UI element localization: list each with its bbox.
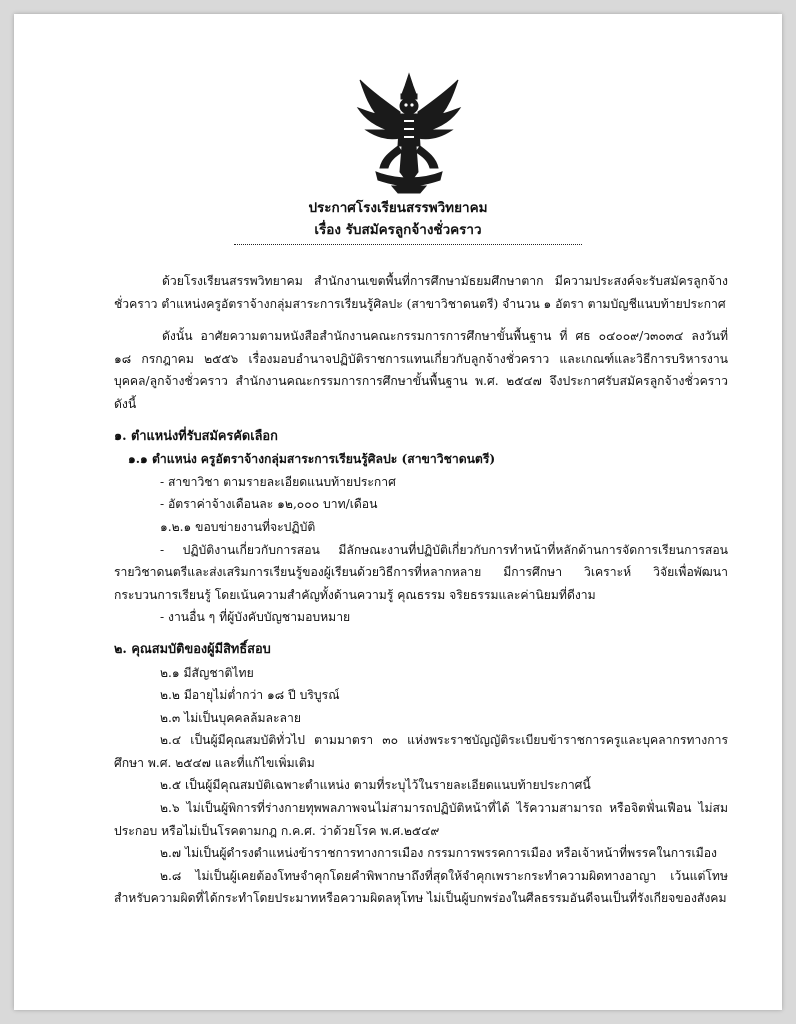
- section-1-item: - อัตราค่าจ้างเดือนละ ๑๒,๐๐๐ บาท/เดือน: [160, 497, 378, 512]
- qualification-item: ๒.๗ ไม่เป็นผู้ดำรงตำแหน่งข้าราชการทางการเมือง กรรมการพรรคการเมือง หรือเจ้าหน้าที่พรรคในการเมือง: [160, 846, 717, 861]
- qualification-item: ๒.๓ ไม่เป็นบุคคลล้มละลาย: [160, 710, 301, 725]
- qualification-item: ๒.๑ มีสัญชาติไทย: [160, 665, 254, 680]
- section-1-heading: ๑. ตำแหน่งที่รับสมัครคัดเลือก: [114, 428, 278, 444]
- position-name: ครูอัตราจ้างกลุ่มสาระการเรียนรู้ศิลปะ (สาขาวิชาดนตรี): [200, 452, 496, 467]
- announcement-subject: เรื่อง รับสมัครลูกจ้างชั่วคราว: [314, 222, 482, 238]
- document-body: [114, 270, 728, 910]
- position-line: [114, 448, 728, 471]
- qualification-item: ๒.๘ ไม่เป็นผู้เคยต้องโทษจำคุกโดยคำพิพากษาถึงที่สุดให้จำคุกเพราะกระทำความผิดทางอาญา เว้นแต่โทษ สำหรับความผิดที่ได้กระทำโดยประมาทหรือความผิดลหุโทษ ไม่เป็นผู้บกพร่องในศีลธรรมอันดีจนเป็นที่รังเกียจของสังคม: [114, 868, 728, 906]
- qualification-item: ๒.๖ ไม่เป็นผู้พิการที่ร่างกายทุพพลภาพจนไม่สามารถปฏิบัติหน้าที่ได้ ไร้ความสามารถ หรือจิตฟั่นเฟือน ไม่สมประกอบ หรือไม่เป็นโรคตามกฎ ก.ค.ศ. ว่าด้วยโรค พ.ศ.๒๕๔๙: [114, 801, 728, 838]
- announcement-title: ประกาศโรงเรียนสรรพวิทยาคม: [308, 200, 488, 216]
- qualification-item: ๒.๔ เป็นผู้มีคุณสมบัติทั่วไป ตามมาตรา ๓๐ แห่งพระราชบัญญัติระเบียบข้าราชการครูและบุคลากรทางการศึกษา พ.ศ. ๒๕๔๗ และที่แก้ไขเพิ่มเติม: [114, 733, 728, 770]
- intro-paragraph-2: ดังนั้น อาศัยความตามหนังสือสำนักงานคณะกรรมการการศึกษาขั้นพื้นฐาน ที่ ศธ ๐๔๐๐๙/ว๓๐๓๔ ลงวันที่ ๑๘ กรกฎาคม ๒๕๕๖ เรื่องมอบอำนาจปฏิบัติราชการแทนเกี่ยวกับลูกจ้างชั่วคราว และเกณฑ์และวิธีการบริหารงานบุคคล/ลูกจ้างชั่วคราว สำนักงานคณะกรรมการการศึกษาขั้นพื้นฐาน พ.ศ. ๒๕๔๗ จึงประกาศรับสมัครลูกจ้างชั่วคราว ดังนี้: [114, 329, 728, 411]
- qualification-item: ๒.๒ มีอายุไม่ต่ำกว่า ๑๘ ปี บริบูรณ์: [160, 688, 340, 703]
- section-1-item: - สาขาวิชา ตามรายละเอียดแนบท้ายประกาศ: [160, 474, 396, 489]
- duty-description: - ปฏิบัติงานเกี่ยวกับการสอน มีลักษณะงานที่ปฏิบัติเกี่ยวกับการทำหน้าที่หลักด้านการจัดการเรียนการสอนรายวิชาดนตรีและส่งเสริมการเรียนรู้ของผู้เรียนด้วยวิธีการที่หลากหลาย มีการศึกษา วิเคราะห์ วิจัยเพื่อพัฒนากระบวนการเรียนรู้ โดยเน้นความสำคัญทั้งด้านความรู้ คุณธรรม จริยธรรมและค่านิยมที่ดีงาม: [114, 542, 728, 602]
- garuda-emblem-icon: [356, 72, 462, 194]
- section-1-item: ๑.๒.๑ ขอบข่ายงานที่จะปฏิบัติ: [160, 519, 316, 534]
- document-page: [14, 14, 782, 1010]
- section-2-heading: ๒. คุณสมบัติของผู้มีสิทธิ์สอบ: [114, 641, 271, 657]
- intro-paragraph-1: ด้วยโรงเรียนสรรพวิทยาคม สำนักงานเขตพื้นที่การศึกษามัธยมศึกษาตาก มีความประสงค์จะรับสมัครลูกจ้างชั่วคราว ตำแหน่งครูอัตราจ้างกลุ่มสาระการเรียนรู้ศิลปะ (สาขาวิชาดนตรี) จำนวน ๑ อัตรา ตามบัญชีแนบท้ายประกาศ: [114, 274, 728, 311]
- other-duties: - งานอื่น ๆ ที่ผู้บังคับบัญชามอบหมาย: [160, 610, 351, 625]
- position-label: ๑.๑ ตำแหน่ง: [128, 452, 197, 467]
- separator-dotted-line: [234, 244, 582, 245]
- qualification-item: ๒.๕ เป็นผู้มีคุณสมบัติเฉพาะตำแหน่ง ตามที่ระบุไว้ในรายละเอียดแนบท้ายประกาศนี้: [160, 778, 591, 793]
